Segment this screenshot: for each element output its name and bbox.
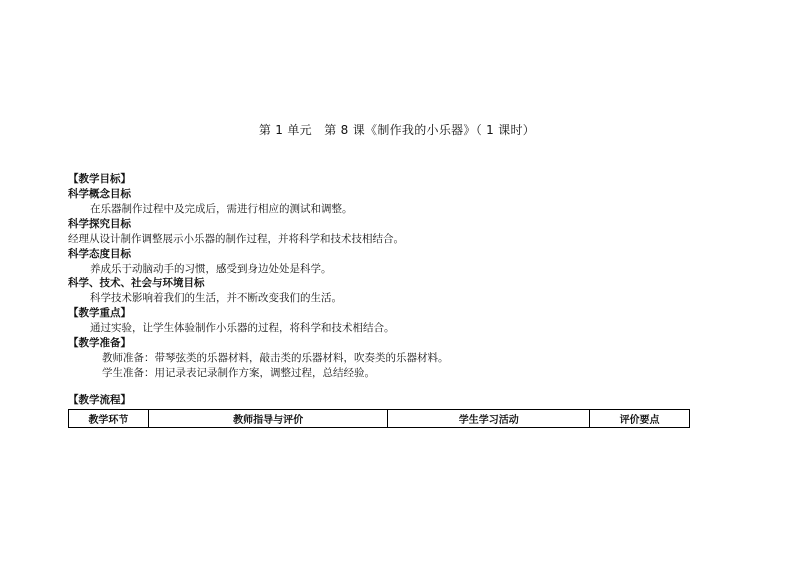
- sts-goal-text: 科学技术影响着我们的生活，并不断改变我们的生活。: [90, 292, 342, 304]
- table-header-row: [69, 410, 690, 428]
- section-heading-objectives: 【教学目标】: [68, 173, 131, 185]
- section-heading-preparation: 【教学准备】: [68, 337, 131, 349]
- concept-goal-text: 在乐器制作过程中及完成后，需进行相应的测试和调整。: [90, 203, 353, 215]
- attitude-goal-text: 养成乐于动脑动手的习惯，感受到身边处处是科学。: [90, 263, 332, 275]
- subheading-concept-goal: 科学概念目标: [68, 188, 131, 200]
- student-preparation-text: 学生准备：用记录表记录制作方案，调整过程，总结经验。: [102, 367, 375, 379]
- header-teacher-guidance: 教师指导与评价: [148, 410, 388, 428]
- section-heading-key-points: 【教学重点】: [68, 307, 131, 319]
- header-student-activity: 学生学习活动: [388, 410, 590, 428]
- subheading-attitude-goal: 科学态度目标: [68, 248, 131, 260]
- header-teaching-stage: 教学环节: [69, 410, 149, 428]
- inquiry-goal-text: 经理从设计制作调整展示小乐器的制作过程，并将科学和技术技相结合。: [68, 233, 404, 245]
- teacher-preparation-text: 教师准备：带琴弦类的乐器材料，敲击类的乐器材料，吹奏类的乐器材料。: [102, 352, 449, 364]
- key-points-text: 通过实验，让学生体验制作小乐器的过程，将科学和技术相结合。: [90, 322, 395, 334]
- subheading-inquiry-goal: 科学探究目标: [68, 218, 131, 230]
- header-evaluation-points: 评价要点: [590, 410, 690, 428]
- teaching-process-table: [68, 409, 690, 428]
- document-title: 第 1 单元 第 8 课《制作我的小乐器》（ 1 课时）: [258, 123, 536, 137]
- subheading-sts-goal: 科学、技术、社会与环境目标: [68, 277, 205, 289]
- section-heading-process: 【教学流程】: [68, 394, 131, 406]
